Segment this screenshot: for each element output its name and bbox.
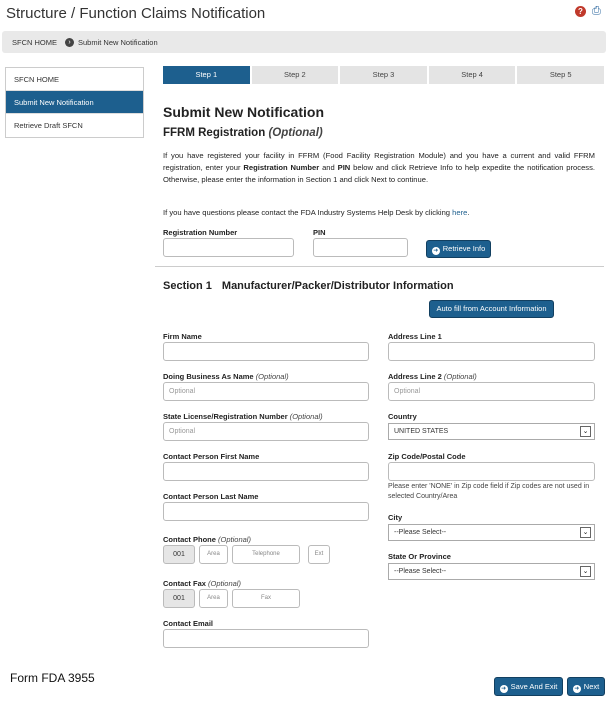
- print-icon[interactable]: ⎙: [592, 5, 601, 17]
- ffrm-title: FFRM Registration: [163, 127, 266, 139]
- arrow-right-circle-icon: ➜: [501, 686, 507, 692]
- header-icons: [575, 6, 604, 17]
- phone-country-code: 001: [163, 545, 195, 564]
- next-button[interactable]: [567, 677, 605, 696]
- help-desk-text: [163, 207, 595, 219]
- sidebar-item-home[interactable]: SFCN HOME: [6, 68, 143, 91]
- contact-phone-optional: (Optional): [218, 535, 251, 544]
- form-number-label: Form FDA 3955: [10, 671, 95, 685]
- instr-text-a: If you have registered your facility in FFRM (Food Facility Registration Module) and you have a current and valid FFRM registration, enter your: [163, 151, 595, 172]
- sidebar-item-submit-new[interactable]: Submit New Notification: [6, 91, 143, 114]
- firm-name-input[interactable]: [163, 342, 369, 361]
- instr-text-e: below and click Retrieve Info to help expedite the notification process. Otherwise, please enter the information in Section 1 and click Next to continue.: [163, 163, 595, 184]
- state-license-optional: (Optional): [289, 412, 323, 421]
- contact-fax-fields: [163, 589, 300, 608]
- save-and-exit-button[interactable]: [494, 677, 563, 696]
- retrieve-info-button[interactable]: [426, 240, 491, 258]
- last-name-label: Contact Person Last Name: [163, 492, 259, 501]
- city-label: City: [388, 513, 403, 522]
- first-name-input[interactable]: [163, 462, 369, 481]
- state-license-label-text: State License/Registration Number: [163, 412, 288, 421]
- address2-label: [388, 372, 477, 381]
- city-select[interactable]: [388, 524, 595, 541]
- breadcrumb-home[interactable]: SFCN HOME: [12, 37, 57, 47]
- ffrm-instructions: [163, 150, 595, 186]
- state-select[interactable]: [388, 563, 595, 580]
- address2-label-text: Address Line 2: [388, 372, 442, 381]
- help-desk-text-end: .: [467, 208, 470, 217]
- section-divider: [155, 266, 604, 267]
- contact-fax-label: [163, 579, 241, 588]
- instr-reg-number: Registration Number: [243, 163, 320, 172]
- section-number: Section 1: [163, 280, 212, 292]
- dba-label-text: Doing Business As Name: [163, 372, 254, 381]
- phone-number-input[interactable]: Telephone: [232, 545, 300, 564]
- fax-area-input[interactable]: Area: [199, 589, 228, 608]
- address2-optional: (Optional): [443, 372, 477, 381]
- zip-hint: Please enter 'NONE' in Zip code field if Zip codes are not used in selected Country/Area: [388, 483, 590, 500]
- address1-label: Address Line 1: [388, 332, 442, 341]
- state-license-label: [163, 412, 323, 421]
- next-label: Next: [583, 682, 600, 691]
- city-selected-value: --Please Select--: [394, 529, 447, 536]
- address2-input[interactable]: Optional: [388, 382, 595, 401]
- page-title: Structure / Function Claims Notification: [6, 5, 266, 22]
- country-select[interactable]: [388, 423, 595, 440]
- help-icon[interactable]: ?: [575, 6, 586, 17]
- dba-optional: (Optional): [255, 372, 289, 381]
- step-1[interactable]: Step 1: [163, 66, 250, 84]
- chevron-down-icon: ⌄: [580, 566, 591, 577]
- breadcrumb-current: Submit New Notification: [78, 37, 158, 47]
- help-desk-text-main: If you have questions please contact the FDA Industry Systems Help Desk by clicking: [163, 208, 453, 217]
- step-3[interactable]: Step 3: [340, 66, 427, 84]
- country-selected-value: UNITED STATES: [394, 428, 449, 435]
- first-name-label: Contact Person First Name: [163, 452, 260, 461]
- dba-input[interactable]: Optional: [163, 382, 369, 401]
- fax-country-code: 001: [163, 589, 195, 608]
- help-desk-link[interactable]: here: [452, 208, 468, 217]
- step-2[interactable]: Step 2: [252, 66, 339, 84]
- sidebar-item-retrieve-draft[interactable]: Retrieve Draft SFCN: [6, 114, 143, 137]
- step-4[interactable]: Step 4: [429, 66, 516, 84]
- instr-pin: PIN: [337, 163, 351, 172]
- contact-phone-fields: [163, 545, 330, 564]
- arrow-right-circle-icon: ➜: [433, 248, 439, 254]
- instr-text-c: and: [319, 163, 338, 172]
- address1-input[interactable]: [388, 342, 595, 361]
- section-title-text: Manufacturer/Packer/Distributor Information: [221, 280, 454, 292]
- ffrm-heading: [163, 127, 323, 139]
- save-and-exit-label: Save And Exit: [510, 682, 558, 691]
- contact-email-label: Contact Email: [163, 619, 214, 628]
- fax-number-input[interactable]: Fax: [232, 589, 300, 608]
- state-label: State Or Province: [388, 552, 451, 561]
- state-selected-value: --Please Select--: [394, 568, 447, 575]
- chevron-right-icon: ›: [65, 38, 74, 47]
- breadcrumb: [2, 31, 606, 53]
- phone-ext-input[interactable]: Ext: [308, 545, 330, 564]
- state-license-input[interactable]: Optional: [163, 422, 369, 441]
- chevron-down-icon: ⌄: [580, 527, 591, 538]
- phone-area-input[interactable]: Area: [199, 545, 228, 564]
- autofill-button[interactable]: Auto fill from Account Information: [429, 300, 554, 318]
- chevron-down-icon: ⌄: [580, 426, 591, 437]
- firm-name-label: Firm Name: [163, 332, 202, 341]
- contact-fax-optional: (Optional): [208, 579, 241, 588]
- contact-email-input[interactable]: [163, 629, 369, 648]
- contact-phone-label-text: Contact Phone: [163, 535, 216, 544]
- retrieve-info-label: Retrieve Info: [442, 244, 486, 253]
- pin-input[interactable]: [313, 238, 408, 257]
- country-label: Country: [388, 412, 417, 421]
- ffrm-optional: (Optional): [268, 127, 323, 139]
- section-1-title: [163, 280, 454, 292]
- step-wizard: [163, 66, 604, 84]
- zip-input[interactable]: [388, 462, 595, 481]
- main-heading: Submit New Notification: [163, 104, 324, 120]
- dba-label: [163, 372, 289, 381]
- last-name-input[interactable]: [163, 502, 369, 521]
- step-5[interactable]: Step 5: [517, 66, 604, 84]
- registration-number-input[interactable]: [163, 238, 294, 257]
- contact-fax-label-text: Contact Fax: [163, 579, 206, 588]
- registration-number-label: Registration Number: [163, 228, 238, 237]
- sidebar: [5, 67, 144, 138]
- contact-phone-label: [163, 535, 251, 544]
- zip-label: Zip Code/Postal Code: [388, 452, 466, 461]
- arrow-right-circle-icon: ➜: [574, 686, 580, 692]
- pin-label: PIN: [313, 228, 326, 237]
